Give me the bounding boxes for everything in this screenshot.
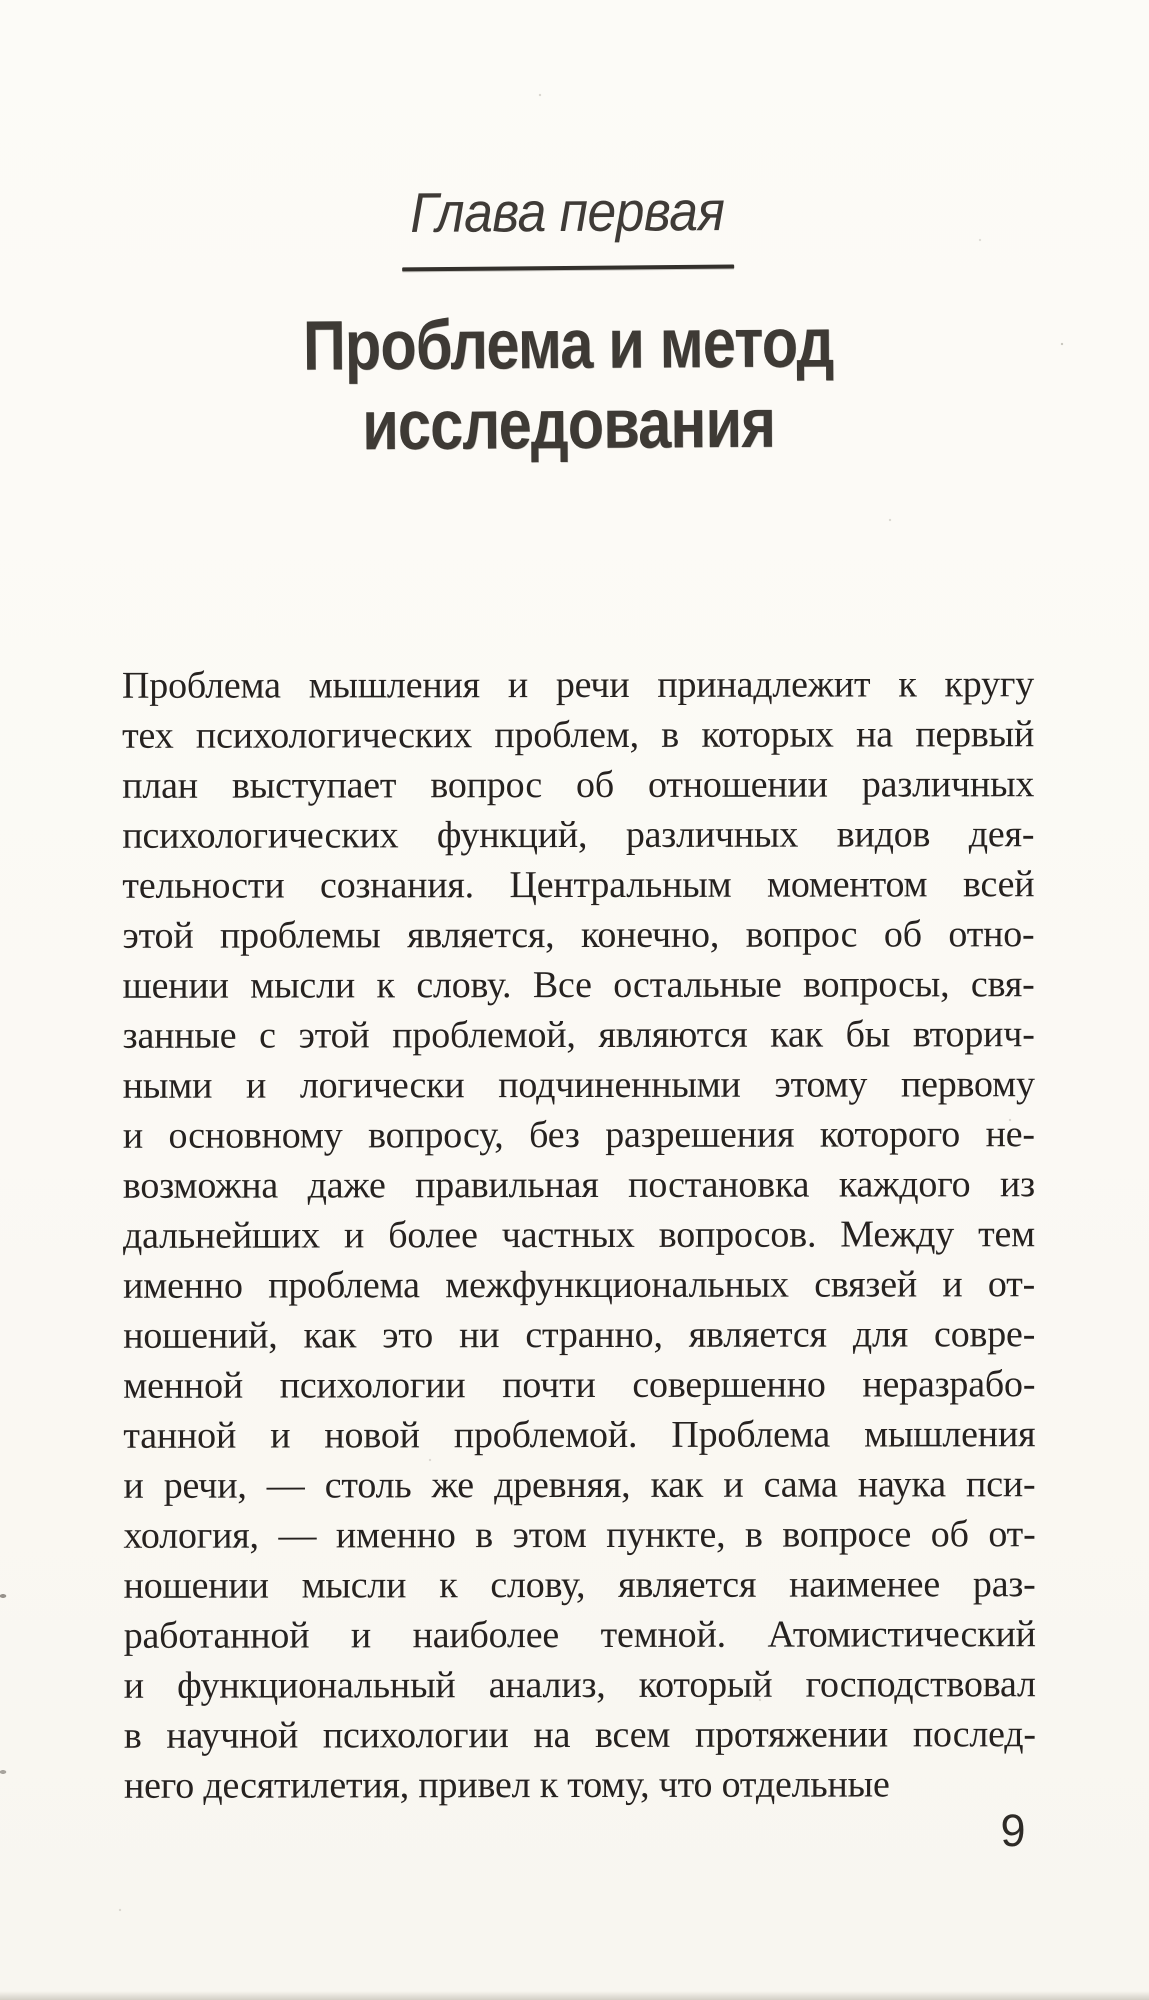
chapter-label: Глава первая	[410, 179, 725, 244]
page-number: 9	[1000, 1805, 1026, 1856]
body-text-line: тельности сознания. Центральным моментом всей	[122, 863, 1035, 907]
body-text-line: занные с этой проблемой, являются как бы вторич-	[122, 1013, 1035, 1057]
body-text-line: Проблема мышления и речи принадлежит к кругу	[122, 663, 1035, 707]
page-title	[110, 301, 1026, 467]
body-text-line: хология, — именно в этом пункте, в вопросе об от-	[123, 1513, 1036, 1557]
body-text-line: этой проблемы является, конечно, вопрос об отно-	[122, 913, 1035, 957]
body-text-line: шении мысли к слову. Все остальные вопросы, свя-	[122, 963, 1035, 1007]
body-text-line: работанной и наиболее темной. Атомистический	[123, 1613, 1036, 1657]
body-text-line: и функциональный анализ, который господствовал	[123, 1663, 1036, 1707]
body-text-line: ношении мысли к слову, является наименее раз-	[123, 1563, 1036, 1607]
body-text-line: и речи, — столь же древняя, как и сама наука пси-	[123, 1463, 1036, 1507]
body-text-line: в научной психологии на всем протяжении послед-	[123, 1713, 1036, 1757]
chapter-header	[109, 0, 1027, 483]
body-text-line: ными и логически подчиненными этому первому	[122, 1063, 1035, 1107]
body-text-line: тех психологических проблем, в которых на первый	[122, 713, 1035, 757]
body-text-line: и основному вопросу, без разрешения которого не-	[122, 1113, 1035, 1157]
body-paragraph	[122, 659, 1036, 1811]
body-text-line: танной и новой проблемой. Проблема мышления	[123, 1413, 1036, 1457]
body-text-line: менной психологии почти совершенно неразрабо-	[123, 1363, 1036, 1407]
body-text-line: возможна даже правильная постановка каждого из	[122, 1163, 1035, 1207]
section-rule	[402, 265, 734, 272]
body-text-line: него десятилетия, привел к тому, что отдельные	[123, 1763, 890, 1807]
page-title-line-1: Проблема и метод	[302, 303, 834, 385]
body-text-line: психологических функций, различных видов дея-	[122, 813, 1035, 857]
body-text-line: план выступает вопрос об отношении различных	[122, 763, 1035, 807]
body-text-line: ношений, как это ни странно, является для совре-	[123, 1313, 1036, 1357]
page-title-line-2: исследования	[361, 383, 776, 465]
body-text-line: дальнейших и более частных вопросов. Между тем	[122, 1213, 1036, 1257]
body-text-line: именно проблема межфункциональных связей и от-	[123, 1263, 1036, 1307]
